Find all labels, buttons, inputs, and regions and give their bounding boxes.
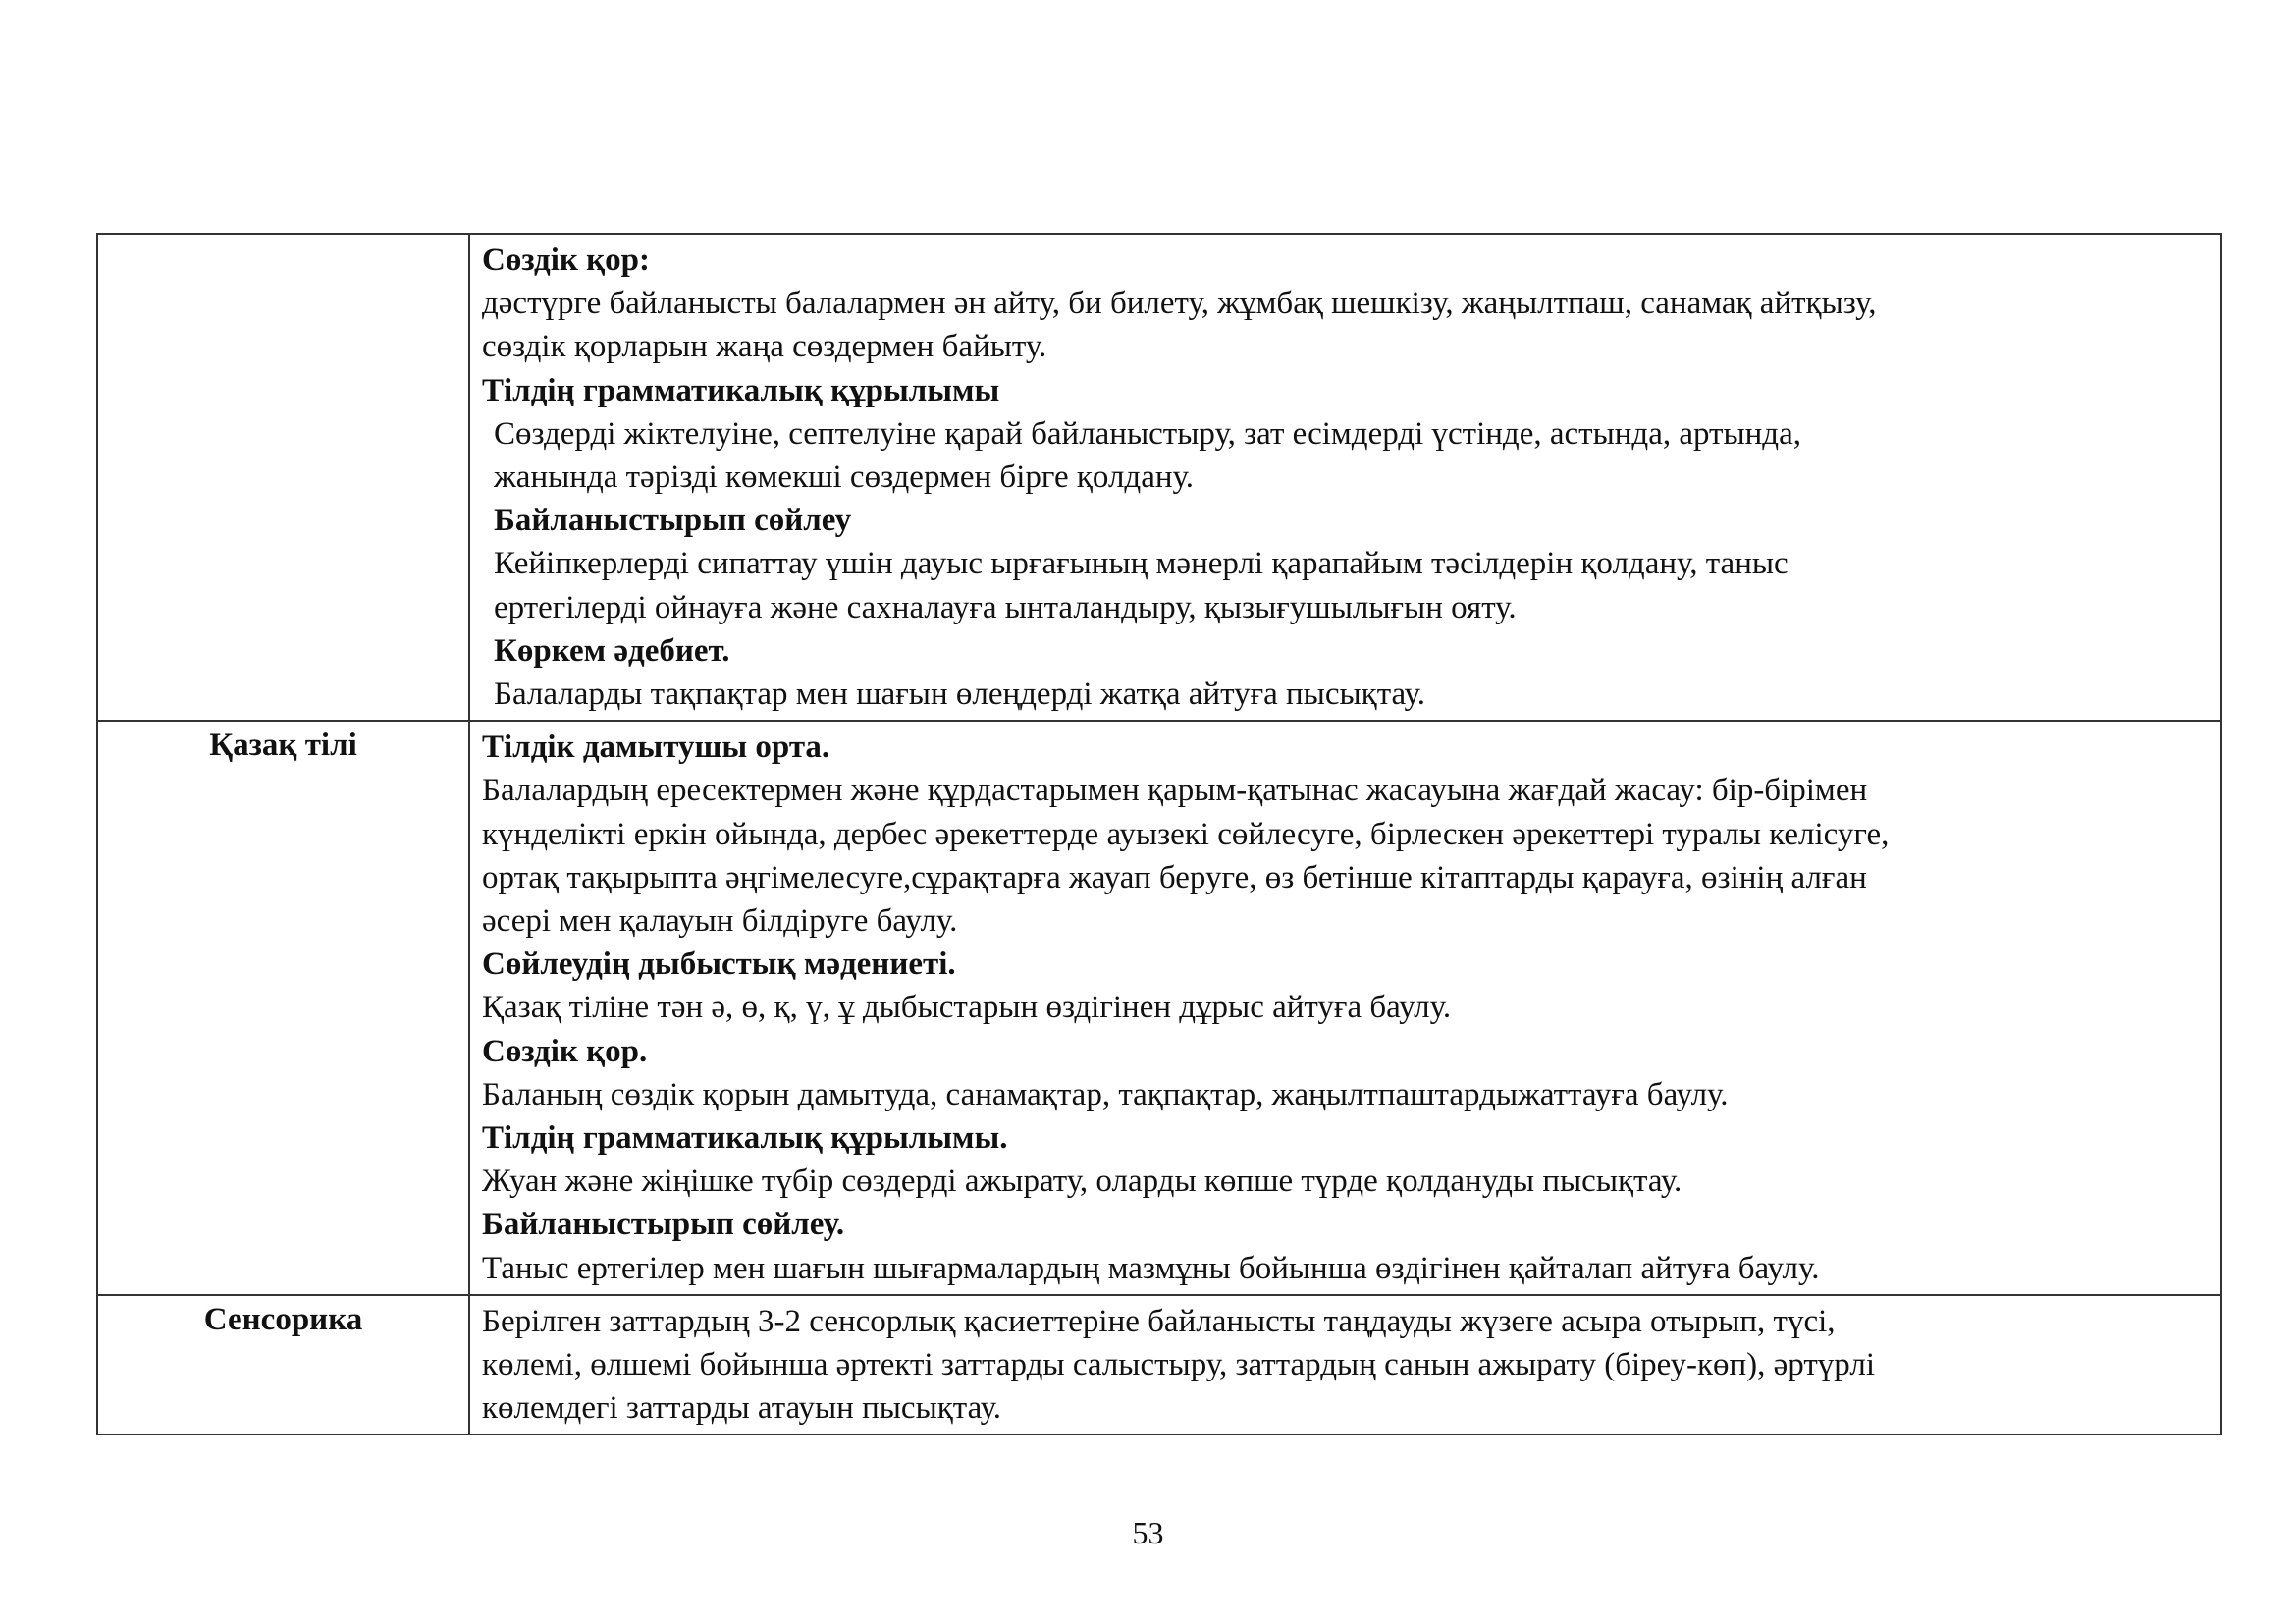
text-line: көлемі, өлшемі бойынша әртекті заттарды салыстыру, заттардың санын ажырату (біреу-көп), әртүрлі — [482, 1347, 1875, 1383]
content-cell — [469, 234, 2221, 721]
text-line: ертегілерді ойнауға және сахналауға ынталандыру, қызығушылығын ояту. — [494, 589, 1517, 625]
content-cell — [469, 721, 2221, 1295]
text-line: Баланың сөздік қорын дамытуда, санамақтар, тақпақтар, жаңылтпаштардыжаттауға баулу. — [482, 1076, 1729, 1112]
text-line: сөздік қорларын жаңа сөздермен байыту. — [482, 329, 1047, 365]
page-number: 53 — [1132, 1515, 1164, 1550]
section-heading: Сөздік қор. — [482, 1033, 648, 1069]
text-line: Қазақ тіліне тән ә, ө, қ, ү, ұ дыбыстарын өздігінен дұрыс айтуға баулу. — [482, 990, 1452, 1026]
section-heading: Сөйлеудің дыбыстық мәдениеті. — [482, 947, 956, 983]
table-row — [97, 721, 2221, 1295]
section-heading: Тілдің грамматикалық құрылымы — [482, 372, 1000, 408]
text-line: әсері мен қалауын білдіруге баулу. — [482, 903, 958, 940]
section-heading: Көркем әдебиет. — [494, 632, 730, 669]
content-cell — [469, 1295, 2221, 1435]
section-heading: Байланыстырып сөйлеу — [494, 503, 852, 539]
text-line: Сөздерді жіктелуіне, септелуіне қарай байланыстыру, зат есімдерді үстінде, астында, артында, — [494, 415, 1801, 452]
section-heading: Сөздік қор: — [482, 243, 650, 278]
text-line: Берілген заттардың 3-2 сенсорлық қасиеттеріне байланысты таңдауды жүзеге асыра отырып, түсі, — [482, 1303, 1836, 1339]
subject-cell — [97, 234, 469, 721]
curriculum-table — [96, 233, 2222, 1435]
text-line: ортақ тақырыпта әңгімелесуге,сұрақтарға жауап беруге, өз бетінше кітаптарды қарауға, өзінің алған — [482, 859, 1867, 895]
section-heading: Тілдік дамытушы орта. — [482, 730, 830, 766]
text-line: Таныс ертегілер мен шағын шығармалардың мазмұны бойынша өздігінен қайталап айтуға баулу. — [482, 1250, 1820, 1286]
text-line: жанында тәрізді көмекші сөздермен бірге қолдану. — [494, 460, 1194, 496]
subject-cell — [97, 1295, 469, 1435]
subject-label: Қазақ тілі — [209, 728, 357, 764]
section-heading: Тілдің грамматикалық құрылымы. — [482, 1120, 1008, 1157]
table-row — [97, 1295, 2221, 1435]
table-row — [97, 234, 2221, 721]
subject-label: Сенсорика — [203, 1301, 363, 1337]
text-line: Кейіпкерлерді сипаттау үшін дауыс ырғағының мәнерлі қарапайым тәсілдерін қолдану, таныс — [494, 546, 1789, 582]
text-line: дәстүрге байланысты балалармен ән айту, би билету, жұмбақ шешкізу, жаңылтпаш, санамақ айтқызу, — [482, 286, 1877, 322]
text-line: Жуан және жіңішке түбір сөздерді ажырату, оларды көпше түрде қолдануды пысықтау. — [482, 1164, 1682, 1200]
subject-cell — [97, 721, 469, 1295]
text-line: көлемдегі заттарды атауын пысықтау. — [482, 1390, 1002, 1427]
section-heading: Байланыстырып сөйлеу. — [482, 1207, 845, 1243]
text-line: күнделікті еркін ойында, дербес әрекеттерде ауызекі сөйлесуге, бірлескен әрекеттері туралы келісуге, — [482, 816, 1890, 852]
text-line: Балалардың ересектермен және құрдастарымен қарым-қатынас жасауына жағдай жасау: бір-бірімен — [482, 773, 1868, 809]
text-line: Балаларды тақпақтар мен шағын өлеңдерді жатқа айтуға пысықтау. — [494, 677, 1425, 713]
subject-label — [98, 235, 468, 237]
